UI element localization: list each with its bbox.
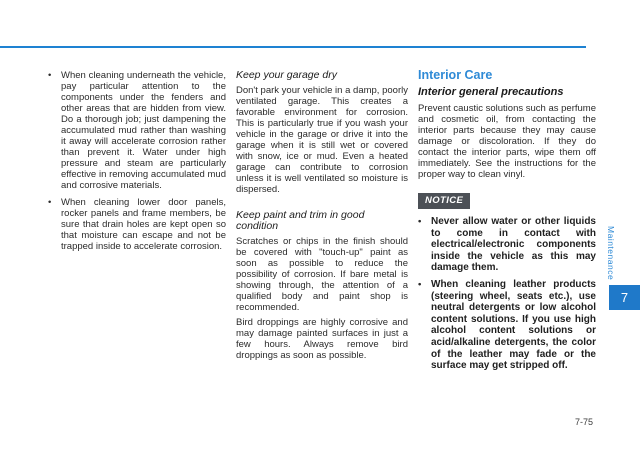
bullet-text: When cleaning underneath the vehicle, pay particular attention to the components under the fenders and other areas that are hidden from view. Do a thorough job; just dampening the accumulated mud rather than washing it away will accelerate corrosion rather than prevent it. Water under high pressure and steam are particularly effective in removing accumulated mud and corrosive materials. (61, 70, 226, 191)
section-heading: Keep your garage dry (236, 69, 337, 81)
paragraph: Bird droppings are highly corrosive and may damage painted surfaces in just a few hours. Always remove bird droppings as soon as possible. (236, 317, 408, 361)
bullet-icon: • (418, 278, 422, 290)
column-left (48, 70, 226, 258)
bullet-text: When cleaning lower door panels, rocker panels and frame members, be sure that drain holes are kept open so that moisture can escape and not be trapped inside to accelerate corrosion. (61, 197, 226, 252)
bullet-icon: • (418, 216, 422, 227)
header-rule (0, 46, 586, 48)
paragraph: Prevent caustic solutions such as perfume and cosmetic oil, from contacting the interior parts because they may cause damage or discoloration. If they do contact the interior parts, wipe them off immediately. See the instructions for the proper way to clean vinyl. (418, 103, 596, 180)
bullet-icon: • (48, 70, 52, 81)
list-item (418, 216, 596, 274)
section-heading: Keep paint and trim in good condition (236, 209, 365, 232)
section-subtitle: Interior general precautions (418, 86, 564, 98)
list-item (48, 70, 226, 191)
paragraph: Don't park your vehicle in a damp, poorly ventilated garage. This creates a favorable environment for corrosion. This is particularly true if you wash your vehicle in the garage or drive it into the garage when it is still wet or covered with snow, ice or mud. Even a heated garage can contribute to corrosion unless it is well ventilated so moisture is dispersed. (236, 85, 408, 195)
list-item (418, 279, 596, 372)
page-number: 7-75 (575, 417, 594, 427)
list-item (48, 197, 226, 252)
chapter-number-tab: 7 (609, 285, 640, 310)
paragraph: Scratches or chips in the finish should be covered with "touch-up" paint as soon as possible to reduce the possibility of corrosion. If bare metal is showing through, the attention of a qualified body and paint shop is recommended. (236, 236, 408, 313)
notice-badge: NOTICE (418, 193, 470, 209)
bullet-text: Never allow water or other liquids to come in contact with electrical/electronic components inside the vehicle as this may damage them. (431, 216, 596, 274)
section-paint-trim (236, 210, 408, 361)
notice-list (418, 216, 596, 372)
column-right (418, 70, 596, 377)
bullet-text: When cleaning leather products (steering wheel, seats etc.), use neutral detergents or low alcohol content solutions. If you use high alcohol content solutions or acid/alkaline detergents, the color of the leather may fade or the surface may get stripped off. (431, 278, 596, 372)
bullet-icon: • (48, 197, 52, 208)
section-garage-dry (236, 70, 408, 195)
chapter-tab-label: Maintenance (606, 226, 616, 281)
column-middle (236, 70, 408, 365)
section-title-interior-care: Interior Care (418, 68, 493, 82)
